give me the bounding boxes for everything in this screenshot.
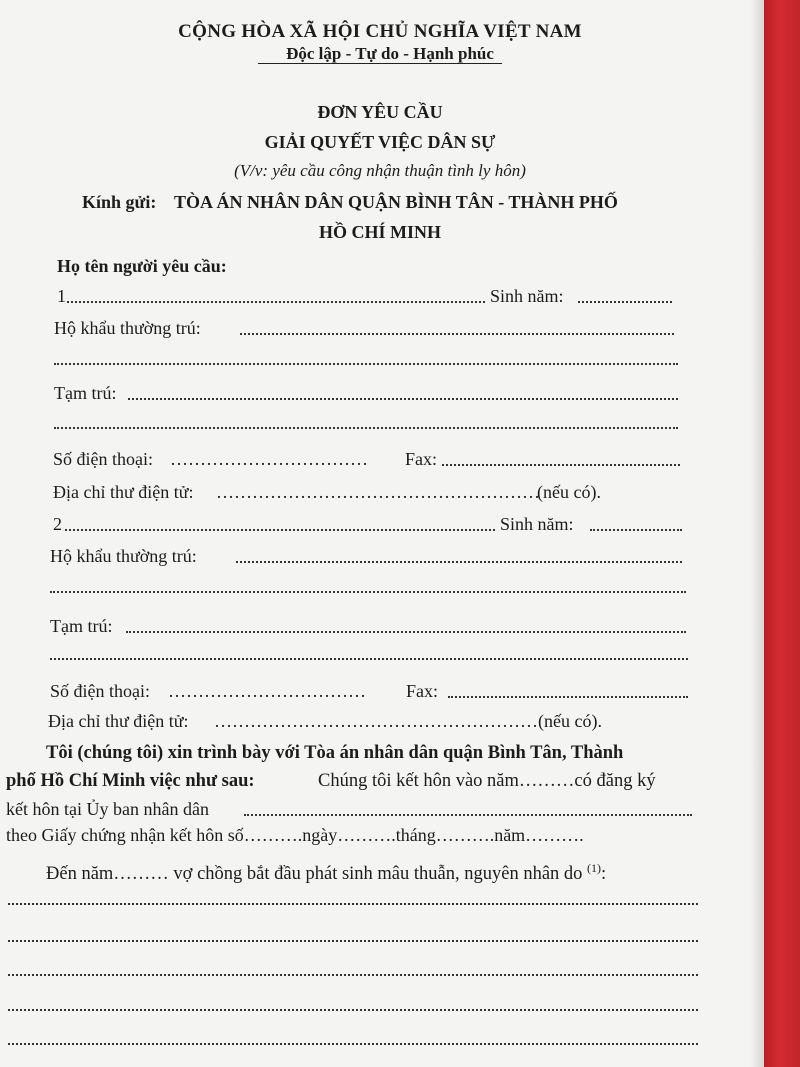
- applicant1-temp-field-2[interactable]: [54, 427, 678, 429]
- applicant2-birth-label: Sinh năm:: [500, 514, 574, 534]
- body-line5: [46, 862, 606, 884]
- national-title: CỘNG HÒA XÃ HỘI CHỦ NGHĨA VIỆT NAM: [178, 21, 582, 42]
- footnote-marker: (1): [587, 861, 602, 875]
- applicant1-temp-label: Tạm trú:: [54, 383, 117, 403]
- applicant2-residence-field[interactable]: [236, 561, 682, 563]
- applicant2-email-field[interactable]: ………………………………………………: [214, 711, 538, 731]
- applicant1-birth-label: Sinh năm:: [490, 286, 564, 306]
- applicant2-temp-label: Tạm trú:: [50, 616, 113, 636]
- applicant2-email-note: (nếu có).: [538, 711, 602, 731]
- reason-line-4[interactable]: [8, 1009, 698, 1011]
- body-line4: theo Giấy chứng nhận kết hôn số……….ngày……….tháng……….năm……….: [6, 825, 584, 845]
- applicant1-temp-field[interactable]: [128, 398, 678, 400]
- applicant2-birth-field[interactable]: [590, 529, 682, 531]
- recipient-line1: TÒA ÁN NHÂN DÂN QUẬN BÌNH TÂN - THÀNH PHỐ: [174, 192, 618, 212]
- applicant2-phone-field[interactable]: ……………………………: [168, 681, 366, 701]
- reason-line-3[interactable]: [8, 974, 698, 976]
- intro-line1: Tôi (chúng tôi) xin trình bày với Tòa án nhân dân quận Bình Tân, Thành: [46, 743, 624, 763]
- applicant1-birth-field[interactable]: [578, 301, 672, 303]
- body-line3: kết hôn tại Ủy ban nhân dân: [6, 799, 209, 819]
- recipient-label: Kính gửi:: [82, 192, 157, 212]
- applicant2-temp-field[interactable]: [126, 631, 686, 633]
- reason-line-2[interactable]: [8, 940, 698, 942]
- applicant1-number: 1: [57, 286, 66, 306]
- applicant1-phone-label: Số điện thoại:: [53, 449, 153, 469]
- applicant1-fax-label: Fax:: [405, 449, 438, 469]
- applicant1-name-field[interactable]: [67, 301, 485, 303]
- applicant1-email-label: Địa chỉ thư điện tử:: [53, 482, 194, 502]
- reason-line-1[interactable]: [8, 903, 698, 905]
- applicant2-number: 2: [53, 514, 62, 534]
- intro-line2-rest: Chúng tôi kết hôn vào năm………có đăng ký: [318, 771, 656, 791]
- body-line5-text: Đến năm……… vợ chồng bắt đầu phát sinh mâu thuẫn, nguyên nhân do: [46, 864, 583, 885]
- applicant2-fax-label: Fax:: [406, 681, 439, 701]
- applicant1-residence-label: Hộ khẩu thường trú:: [54, 318, 201, 338]
- applicant2-residence-label: Hộ khẩu thường trú:: [50, 546, 197, 566]
- doc-title-line2: GIẢI QUYẾT VIỆC DÂN SỰ: [264, 132, 496, 152]
- applicant1-residence-field-2[interactable]: [54, 363, 678, 365]
- applicant1-phone-field[interactable]: ……………………………: [170, 449, 368, 469]
- applicant2-temp-field-2[interactable]: [50, 658, 688, 660]
- national-motto: Độc lập - Tự do - Hạnh phúc: [286, 44, 494, 63]
- doc-title-line1: ĐƠN YÊU CẦU: [317, 102, 443, 122]
- applicant1-email-field[interactable]: ………………………………………………: [216, 482, 540, 502]
- doc-subject: (V/v: yêu cầu công nhận thuận tình ly hôn): [234, 161, 526, 180]
- recipient-line2: HỒ CHÍ MINH: [318, 222, 441, 242]
- applicant2-phone-label: Số điện thoại:: [50, 681, 150, 701]
- applicant2-residence-field-2[interactable]: [50, 591, 686, 593]
- applicants-heading: Họ tên người yêu cầu:: [57, 256, 227, 276]
- people-committee-field[interactable]: [244, 814, 692, 816]
- applicant2-fax-field[interactable]: [448, 696, 688, 698]
- applicant2-name-field[interactable]: [65, 529, 495, 531]
- applicant1-email-note: (nếu có).: [537, 482, 601, 502]
- intro-line2-bold: phố Hồ Chí Minh việc như sau:: [6, 771, 255, 791]
- motto-underline: [258, 63, 502, 64]
- applicant1-fax-field[interactable]: [442, 464, 680, 466]
- body-line5-colon: :: [601, 864, 607, 885]
- applicant1-residence-field[interactable]: [240, 333, 674, 335]
- applicant2-email-label: Địa chỉ thư điện tử:: [48, 711, 189, 731]
- red-folder-edge: [764, 0, 800, 1067]
- reason-line-5[interactable]: [8, 1043, 698, 1045]
